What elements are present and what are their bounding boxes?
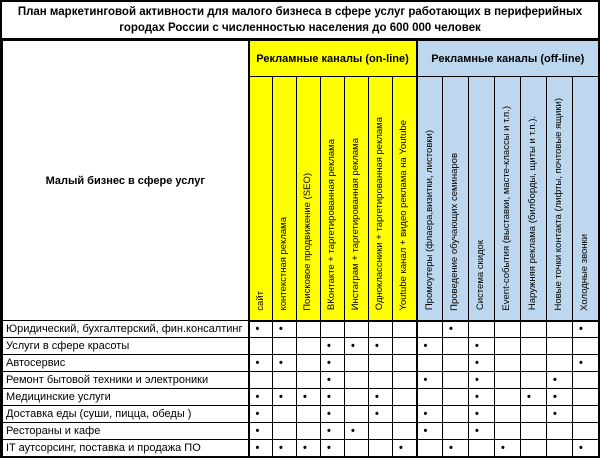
- channel-marker-cell: •: [417, 338, 443, 355]
- empty-cell: [547, 423, 573, 440]
- channel-marker-cell: •: [345, 338, 369, 355]
- empty-cell: [393, 423, 417, 440]
- empty-cell: [369, 372, 393, 389]
- table-row: [3, 406, 599, 423]
- empty-cell: [495, 389, 521, 406]
- column-header-7: [393, 77, 417, 321]
- channel-marker-cell: •: [417, 372, 443, 389]
- empty-cell: [417, 389, 443, 406]
- empty-cell: [249, 338, 273, 355]
- empty-cell: [273, 338, 297, 355]
- marketing-plan-table: [2, 40, 599, 457]
- column-header-label: Youtube канал + видео реклама на Youtube: [398, 119, 410, 311]
- row-label: Автосервис: [3, 355, 249, 372]
- row-label: Медицинские услуги: [3, 389, 249, 406]
- column-header-label: Промоутеры (флаера,визитки, листовки): [423, 130, 435, 311]
- channel-marker-cell: •: [321, 355, 345, 372]
- empty-cell: [443, 423, 469, 440]
- empty-cell: [273, 406, 297, 423]
- empty-cell: [521, 338, 547, 355]
- channel-marker-cell: •: [249, 406, 273, 423]
- table-row: [3, 440, 599, 457]
- empty-cell: [369, 355, 393, 372]
- column-header-2: [273, 77, 297, 321]
- channel-marker-cell: •: [547, 389, 573, 406]
- row-label: Ремонт бытовой техники и электроники: [3, 372, 249, 389]
- empty-cell: [443, 372, 469, 389]
- table-row: [3, 355, 599, 372]
- empty-cell: [495, 372, 521, 389]
- column-header-label: Event-события (выставки, масте-классы и т.п.): [501, 105, 513, 311]
- channel-marker-cell: •: [369, 389, 393, 406]
- empty-cell: [297, 423, 321, 440]
- channel-marker-cell: •: [297, 389, 321, 406]
- channel-marker-cell: •: [417, 406, 443, 423]
- channel-marker-cell: •: [321, 406, 345, 423]
- column-header-14: [573, 77, 599, 321]
- empty-cell: [573, 338, 599, 355]
- channel-marker-cell: •: [547, 372, 573, 389]
- empty-cell: [297, 406, 321, 423]
- empty-cell: [521, 440, 547, 457]
- channel-marker-cell: •: [369, 406, 393, 423]
- row-label: Юридический, бухгалтерский, фин.консалтинг: [3, 321, 249, 338]
- empty-cell: [345, 355, 369, 372]
- empty-cell: [297, 372, 321, 389]
- channel-marker-cell: •: [573, 440, 599, 457]
- column-header-13: [547, 77, 573, 321]
- channel-marker-cell: •: [321, 389, 345, 406]
- channel-marker-cell: •: [297, 440, 321, 457]
- row-label: Доставка еды (суши, пицца, обеды ): [3, 406, 249, 423]
- empty-cell: [547, 321, 573, 338]
- offline-group-header: Рекламные каналы (off-line): [417, 41, 599, 77]
- empty-cell: [521, 372, 547, 389]
- empty-cell: [273, 372, 297, 389]
- empty-cell: [495, 321, 521, 338]
- column-header-label: Система скидок: [475, 240, 487, 311]
- column-header-8: [417, 77, 443, 321]
- empty-cell: [521, 423, 547, 440]
- channel-marker-cell: •: [273, 440, 297, 457]
- empty-cell: [469, 440, 495, 457]
- empty-cell: [573, 372, 599, 389]
- empty-cell: [297, 338, 321, 355]
- channel-marker-cell: •: [573, 355, 599, 372]
- empty-cell: [345, 440, 369, 457]
- column-header-11: [495, 77, 521, 321]
- empty-cell: [417, 440, 443, 457]
- channel-marker-cell: •: [469, 355, 495, 372]
- channel-marker-cell: •: [249, 389, 273, 406]
- table-row: [3, 321, 599, 338]
- column-header-4: [321, 77, 345, 321]
- column-header-label: сайт: [254, 290, 266, 311]
- channel-marker-cell: •: [469, 389, 495, 406]
- channel-marker-cell: •: [321, 440, 345, 457]
- table-row: [3, 372, 599, 389]
- empty-cell: [547, 355, 573, 372]
- empty-cell: [443, 389, 469, 406]
- empty-cell: [393, 338, 417, 355]
- empty-cell: [495, 355, 521, 372]
- empty-cell: [495, 338, 521, 355]
- column-header-label: Холодные звонки: [579, 233, 591, 311]
- page-title: План маркетинговой активности для малого бизнеса в сфере услуг работающих в периферийных городах России с численностью населения до 600 000 человек: [2, 2, 598, 40]
- empty-cell: [393, 389, 417, 406]
- row-label: IT аутсорсинг, поставка и продажа ПО: [3, 440, 249, 457]
- empty-cell: [345, 321, 369, 338]
- channel-marker-cell: •: [369, 338, 393, 355]
- empty-cell: [369, 321, 393, 338]
- column-header-label: Одноклассники + таргетированная реклама: [374, 117, 386, 311]
- column-header-5: [345, 77, 369, 321]
- empty-cell: [345, 372, 369, 389]
- table-row: [3, 423, 599, 440]
- channel-marker-cell: •: [469, 406, 495, 423]
- channel-marker-cell: •: [417, 423, 443, 440]
- channel-marker-cell: •: [321, 423, 345, 440]
- group-header-row: [3, 41, 599, 77]
- empty-cell: [443, 406, 469, 423]
- column-header-10: [469, 77, 495, 321]
- empty-cell: [495, 406, 521, 423]
- empty-cell: [321, 321, 345, 338]
- empty-cell: [547, 440, 573, 457]
- column-header-label: Проведение обучающих семинаров: [449, 152, 461, 311]
- column-header-label: контекстная реклама: [278, 217, 290, 311]
- channel-marker-cell: •: [249, 321, 273, 338]
- empty-cell: [297, 321, 321, 338]
- online-group-header: Рекламные каналы (on-line): [249, 41, 417, 77]
- empty-cell: [521, 321, 547, 338]
- channel-marker-cell: •: [273, 355, 297, 372]
- row-label: Услуги в сфере красоты: [3, 338, 249, 355]
- column-header-12: [521, 77, 547, 321]
- channel-marker-cell: •: [469, 372, 495, 389]
- column-header-1: [249, 77, 273, 321]
- empty-cell: [521, 406, 547, 423]
- empty-cell: [443, 355, 469, 372]
- empty-cell: [369, 440, 393, 457]
- channel-marker-cell: •: [249, 423, 273, 440]
- empty-cell: [393, 372, 417, 389]
- empty-cell: [417, 355, 443, 372]
- empty-cell: [393, 321, 417, 338]
- channel-marker-cell: •: [547, 406, 573, 423]
- column-header-label: Новые точки контакта (лифты, почтовые ящики): [553, 97, 565, 311]
- channel-marker-cell: •: [521, 389, 547, 406]
- empty-cell: [297, 355, 321, 372]
- corner-header: Малый бизнес в сфере услуг: [3, 41, 249, 321]
- empty-cell: [369, 423, 393, 440]
- column-header-3: [297, 77, 321, 321]
- channel-marker-cell: •: [469, 338, 495, 355]
- empty-cell: [345, 406, 369, 423]
- empty-cell: [469, 321, 495, 338]
- channel-marker-cell: •: [443, 440, 469, 457]
- empty-cell: [521, 355, 547, 372]
- empty-cell: [273, 423, 297, 440]
- channel-marker-cell: •: [495, 440, 521, 457]
- column-header-label: ВКонтакте + таргетированная реклама: [326, 139, 338, 311]
- empty-cell: [249, 372, 273, 389]
- channel-marker-cell: •: [573, 321, 599, 338]
- empty-cell: [393, 406, 417, 423]
- channel-marker-cell: •: [321, 372, 345, 389]
- channel-marker-cell: •: [273, 389, 297, 406]
- empty-cell: [573, 389, 599, 406]
- channel-marker-cell: •: [393, 440, 417, 457]
- channel-marker-cell: •: [249, 355, 273, 372]
- column-header-9: [443, 77, 469, 321]
- table-row: [3, 389, 599, 406]
- channel-marker-cell: •: [249, 440, 273, 457]
- channel-marker-cell: •: [345, 423, 369, 440]
- channel-marker-cell: •: [443, 321, 469, 338]
- empty-cell: [443, 338, 469, 355]
- channel-marker-cell: •: [469, 423, 495, 440]
- row-label: Рестораны и кафе: [3, 423, 249, 440]
- empty-cell: [573, 406, 599, 423]
- empty-cell: [547, 338, 573, 355]
- empty-cell: [417, 321, 443, 338]
- column-header-label: Наружняя реклама (билборды, щиты и т.п.).: [527, 116, 539, 311]
- empty-cell: [495, 423, 521, 440]
- column-header-6: [369, 77, 393, 321]
- empty-cell: [573, 423, 599, 440]
- column-header-label: Инстаграм + таргетированная реклама: [350, 138, 362, 311]
- column-header-label: Поисковое продвижение (SEO): [302, 172, 314, 311]
- empty-cell: [393, 355, 417, 372]
- table-row: [3, 338, 599, 355]
- empty-cell: [345, 389, 369, 406]
- channel-marker-cell: •: [273, 321, 297, 338]
- channel-marker-cell: •: [321, 338, 345, 355]
